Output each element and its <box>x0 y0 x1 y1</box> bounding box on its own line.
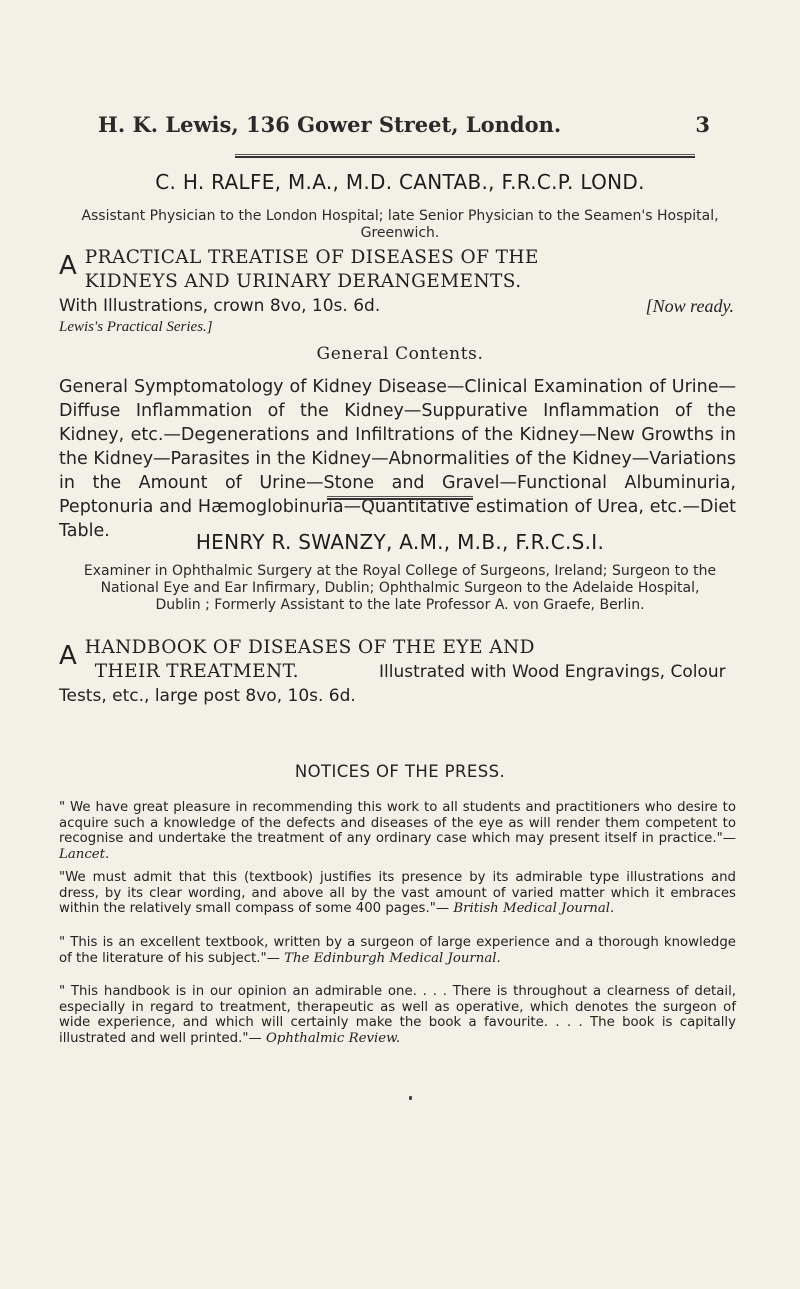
series-name: Lewis's Practical Series.] <box>59 319 213 335</box>
quote-text: " We have great pleasure in recommending this work to all students and practitioners who desire to acquire such a knowledge of the defects and diseases of the eye as will render them competent to recognise and undertake the treatment of any ordinary case which may present itself in practice."— <box>59 800 736 846</box>
book-title-line2: KIDNEYS AND URINARY DERANGEMENTS. <box>84 271 522 292</box>
quote-text: "We must admit that this (textbook) justifies its presence by its admirable type illustrations and dress, by its clear wording, and above all by the vast amount of varied matter which it embraces within the relatively small compass of some 400 pages."— <box>59 870 736 916</box>
author-name-2: HENRY R. SWANZY, A.M., M.B., F.R.C.S.I. <box>195 530 605 554</box>
press-quote-ophthalmic <box>59 984 736 1046</box>
author-description: Assistant Physician to the London Hospital; late Senior Physician to the Seamen's Hospital, Greenwich. <box>81 208 719 241</box>
quote-source: British Medical Journal. <box>453 901 615 916</box>
ink-speck <box>409 1096 412 1100</box>
author-description-2: Examiner in Ophthalmic Surgery at the Royal College of Surgeons, Ireland; Surgeon to the National Eye and Ear Infirmary, Dublin; Ophthalmic Surgeon to the Adelaide Hospital, Dublin ; Formerly Assistant to the late Professor A. von Graefe, Berlin. <box>83 563 717 613</box>
book-details-2: Illustrated with Wood Engravings, Colour Tests, etc., large post 8vo, 10s. 6d. <box>59 662 726 706</box>
book-title-line1: PRACTICAL TREATISE OF DISEASES OF THE <box>84 247 539 268</box>
page-number: 3 <box>695 112 710 137</box>
title-initial-2: A <box>59 641 77 671</box>
press-quote-lancet <box>59 800 736 862</box>
press-quote-bmj <box>59 870 736 917</box>
book-title-block-2 <box>59 636 734 708</box>
running-header <box>98 112 710 137</box>
quote-source: Lancet. <box>59 846 110 862</box>
press-quote-edinburgh <box>59 935 736 966</box>
quote-text: " This handbook is in our opinion an admirable one. . . . There is throughout a clearness of detail, especially in regard to treatment, therapeutic as well as operative, which denotes the surgeon of wide experience, and which will certainly make the book a favourite. . . . The book is capitally illustrated and well printed."— <box>59 984 736 1046</box>
divider-thin <box>327 496 473 497</box>
publication-status: [Now ready. <box>645 296 734 316</box>
publisher-address: H. K. Lewis, 136 Gower Street, London. <box>98 112 562 137</box>
book-details: With Illustrations, crown 8vo, 10s. 6d. <box>59 296 381 316</box>
book-title-2-line2: THEIR TREATMENT. <box>94 661 299 682</box>
notices-heading: NOTICES OF THE PRESS. <box>294 762 506 781</box>
quote-text: " This is an excellent textbook, written by a surgeon of large experience and a thorough knowledge of the literature of his subject."— <box>59 935 736 966</box>
general-contents: General Symptomatology of Kidney Disease—Clinical Examination of Urine—Diffuse Inflammation of the Kidney—Suppurative Inflammation of the Kidney, etc.—Degenerations and Infiltrations of the Kidney—New Growths in the Kidney—Parasites in the Kidney—Abnormalities of the Kidney—Variations in the Amount of Urine—Stone and Gravel—Functional Albuminuria, Peptonuria and Hæmoglobinuria—Quantitative estimation of Urea, etc.—Diet Table. <box>59 377 736 541</box>
author-name: C. H. RALFE, M.A., M.D. CANTAB., F.R.C.P. LOND. <box>155 170 645 194</box>
divider-thick <box>327 498 473 500</box>
header-rule-thin <box>235 154 695 155</box>
title-initial: A <box>59 251 77 281</box>
book-title-block <box>59 246 734 336</box>
quote-source: The Edinburgh Medical Journal. <box>284 950 501 966</box>
contents-heading: General Contents. <box>316 344 484 364</box>
book-title-2-line1: HANDBOOK OF DISEASES OF THE EYE AND <box>84 637 535 658</box>
quote-source: Ophthalmic Review. <box>265 1030 401 1046</box>
header-rule-thick <box>235 156 695 158</box>
